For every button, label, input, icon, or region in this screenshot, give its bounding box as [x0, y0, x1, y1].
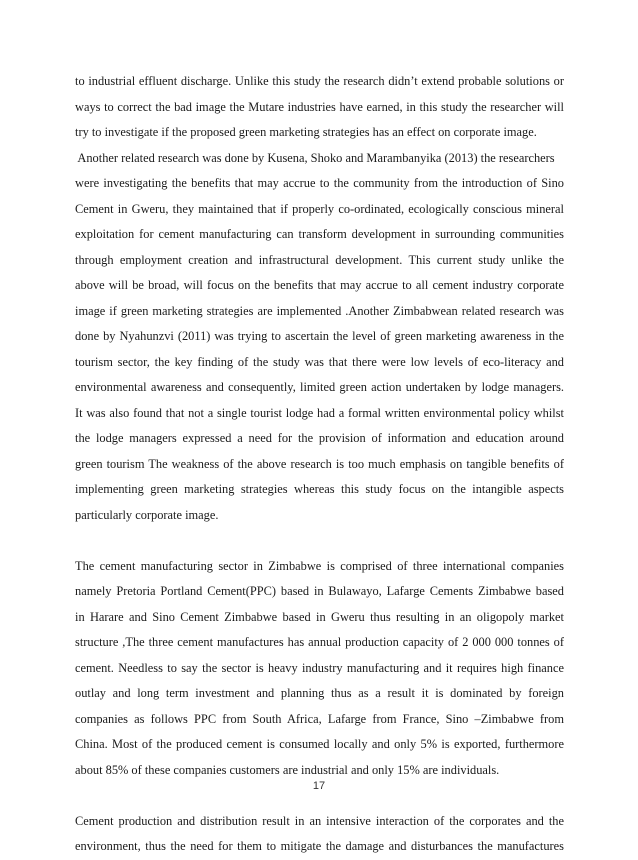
- text-line: outlay and long term investment and planning thus as a result it is dominated by foreign: [75, 686, 564, 700]
- text-line: exploitation for cement manufacturing can transform development in surrounding communities: [75, 227, 564, 241]
- text-line: done by Nyahunzvi (2011) was trying to ascertain the level of green marketing awareness in the: [75, 329, 564, 343]
- paragraph-1: [75, 69, 564, 146]
- body-text: [75, 69, 564, 860]
- text-line: Cement production and distribution result in an intensive interaction of the corporates and the: [75, 813, 564, 828]
- text-line: to industrial effluent discharge. Unlike this study the research didn’t extend probable solutions or: [75, 74, 564, 88]
- text-line: Another related research was done by Kusena, Shoko and Marambanyika (2013) the researchers: [75, 150, 555, 165]
- page-number: 17: [312, 780, 326, 792]
- paragraph-4: [75, 809, 564, 860]
- text-line: The cement manufacturing sector in Zimbabwe is comprised of three international companies: [75, 558, 564, 573]
- text-line: tourism sector, the key finding of the study was that there were low levels of eco-literacy and: [75, 354, 564, 369]
- text-line: the lodge managers expressed a need for the provision of information and education around: [75, 431, 564, 445]
- text-line: namely Pretoria Portland Cement(PPC) based in Bulawayo, Lafarge Cements Zimbabwe based: [75, 584, 564, 598]
- paragraph-2: [75, 146, 564, 529]
- text-line: structure ,The three cement manufactures has annual production capacity of 2 000 000 tonnes of: [75, 635, 564, 649]
- text-line: Cement in Gweru, they maintained that if properly co-ordinated, ecologically conscious mineral: [75, 201, 564, 216]
- text-line: China. Most of the produced cement is consumed locally and only 5% is exported, furthermore: [75, 737, 564, 751]
- text-line: environment, thus the need for them to mitigate the damage and disturbances the manufactures: [75, 839, 564, 853]
- text-line: image if green marketing strategies are implemented .Another Zimbabwean related research was: [75, 303, 564, 318]
- text-line: try to investigate if the proposed green marketing strategies has an effect on corporate image.: [75, 125, 537, 139]
- text-line: companies as follows PPC from South Africa, Lafarge from France, Sino –Zimbabwe from: [75, 711, 564, 726]
- text-line: environmental awareness and consequently, limited green action undertaken by lodge managers.: [75, 380, 564, 394]
- text-line: implementing green marketing strategies whereas this study focus on the intangible aspects: [75, 482, 564, 496]
- text-line: in Harare and Sino Cement Zimbabwe based in Gweru thus resulting in an oligopoly market: [75, 609, 564, 624]
- text-line: particularly corporate image.: [75, 507, 219, 522]
- text-line: green tourism The weakness of the above research is too much emphasis on tangible benefits of: [75, 456, 564, 471]
- text-line: above will be broad, will focus on the benefits that may accrue to all cement industry corporate: [75, 278, 564, 292]
- text-line: through employment creation and infrastructural development. This current study unlike the: [75, 252, 564, 267]
- paragraph-gap: [75, 528, 564, 554]
- text-line: were investigating the benefits that may accrue to the community from the introduction of Sino: [75, 176, 564, 190]
- text-line: It was also found that not a single tourist lodge had a formal written environmental policy whilst: [75, 405, 564, 420]
- paragraph-3: [75, 554, 564, 784]
- text-line: about 85% of these companies customers are industrial and only 15% are individuals.: [75, 762, 500, 777]
- text-line: cement. Needless to say the sector is heavy industry manufacturing and it requires high finance: [75, 660, 564, 675]
- text-line: ways to correct the bad image the Mutare industries have earned, in this study the researcher will: [75, 99, 564, 114]
